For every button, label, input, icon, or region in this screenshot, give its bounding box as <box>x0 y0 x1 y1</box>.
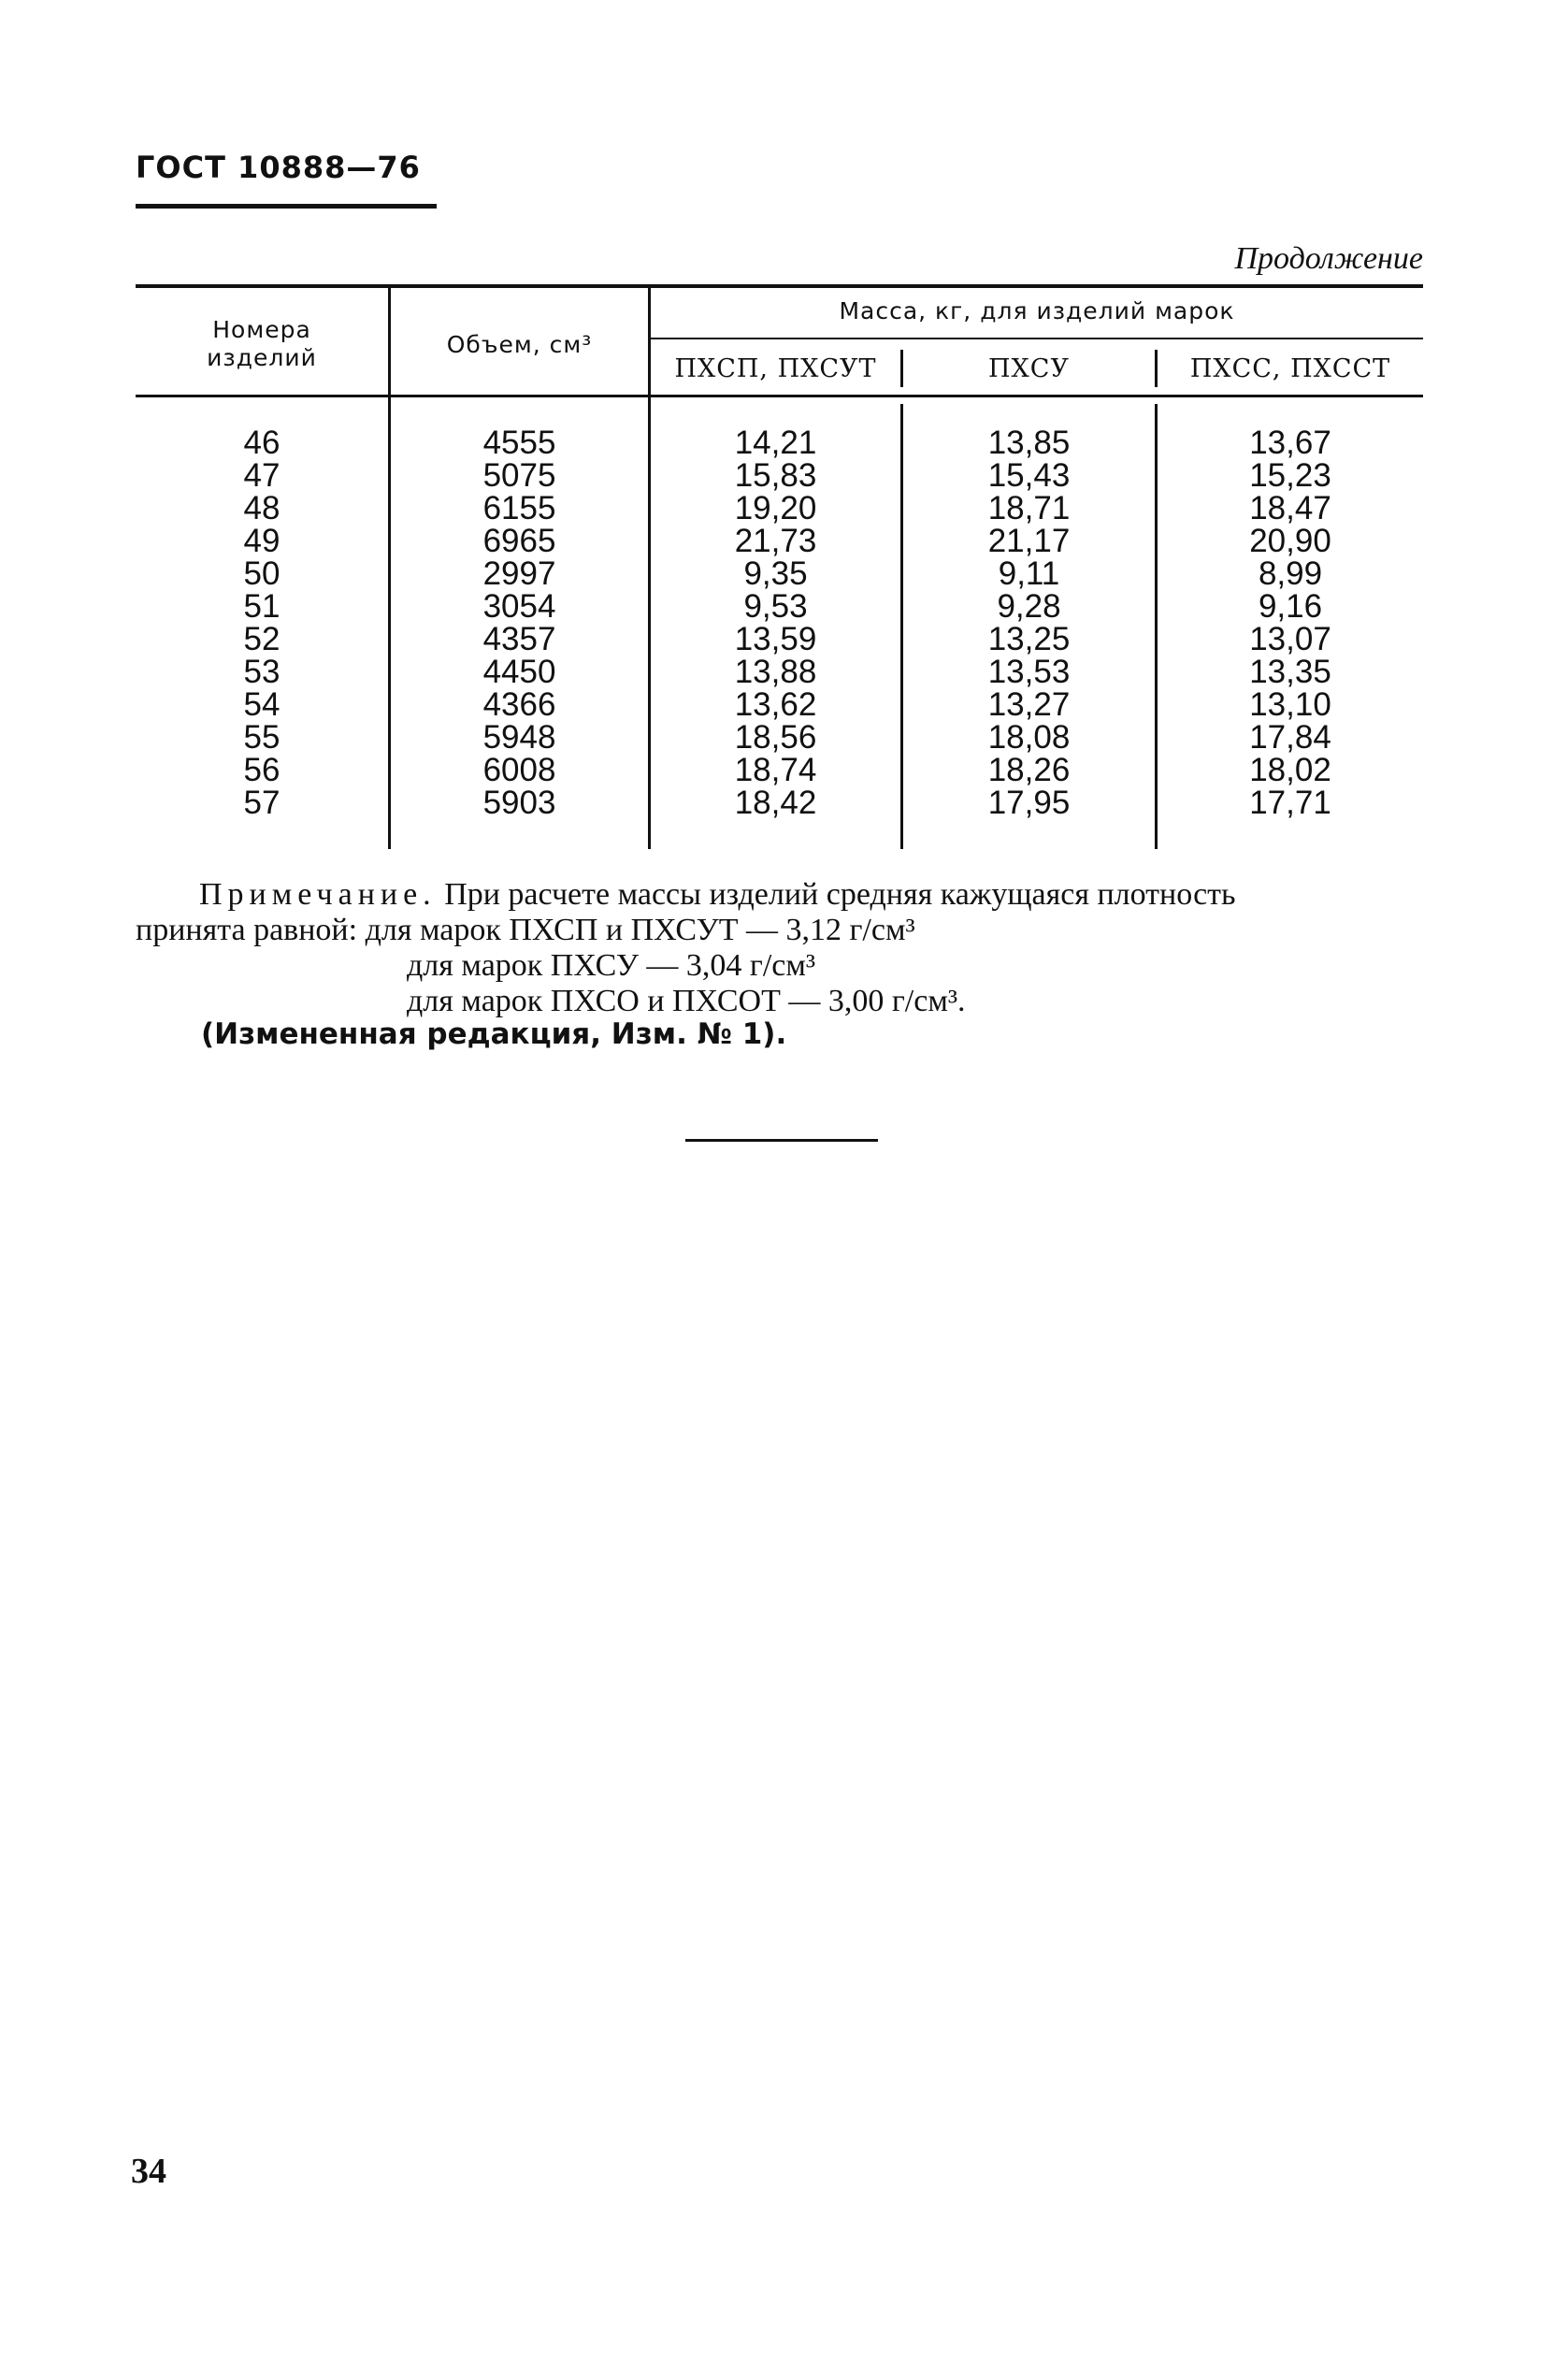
note-line: для марок ПХСО и ПХСОТ — 3,00 г/см³. <box>407 984 966 1018</box>
table-cell: 18,71 <box>987 490 1071 526</box>
amendment-note: (Измененная редакция, Изм. № 1). <box>201 1017 787 1051</box>
table-cell: 13,88 <box>734 654 817 690</box>
table-cell: 6155 <box>482 490 556 526</box>
table-cell: 13,25 <box>987 621 1071 657</box>
table-cell: 9,35 <box>743 555 808 592</box>
table-cell: 9,11 <box>998 555 1060 592</box>
header-pxss: ПХСС, ПХССТ <box>1189 354 1391 383</box>
table-cell: 19,20 <box>734 490 817 526</box>
table-cell: 57 <box>243 785 281 821</box>
section-end-rule <box>685 1139 878 1142</box>
table-cell: 15,83 <box>734 457 817 494</box>
table-cell: 48 <box>243 490 281 526</box>
table-cell: 4450 <box>482 654 556 690</box>
table-cell: 13,62 <box>734 686 817 723</box>
table-cell: 54 <box>243 686 281 723</box>
mass-table <box>136 284 1423 855</box>
table-cell: 47 <box>243 457 281 494</box>
header-pxsp: ПХСП, ПХСУТ <box>674 354 877 383</box>
table-cell: 4357 <box>482 621 556 657</box>
table-cell: 13,10 <box>1249 686 1331 723</box>
table-cell: 9,28 <box>997 588 1061 625</box>
table-cell: 52 <box>243 621 281 657</box>
table-cell: 46 <box>243 425 281 461</box>
table-cell: 50 <box>243 555 281 592</box>
mass-group-rule <box>648 338 1423 339</box>
document-code: ГОСТ 10888—76 <box>136 150 421 185</box>
header-number-line: Номера <box>212 316 311 343</box>
table-cell: 13,59 <box>734 621 817 657</box>
table-cell: 18,42 <box>734 785 817 821</box>
table-cell: 20,90 <box>1249 523 1331 559</box>
mass-pxsu-column <box>903 426 1155 819</box>
table-cell: 14,21 <box>734 425 817 461</box>
table-cell: 49 <box>243 523 281 559</box>
note-line <box>199 877 1236 913</box>
table-cell: 5903 <box>482 785 556 821</box>
mass-pxsp-column <box>651 426 900 819</box>
table-cell: 17,95 <box>987 785 1071 821</box>
note-label: Примечание. <box>199 877 437 912</box>
table-cell: 9,53 <box>743 588 808 625</box>
table-cell: 17,84 <box>1249 719 1331 756</box>
table-cell: 18,56 <box>734 719 817 756</box>
table-cell: 5948 <box>482 719 556 756</box>
table-cell: 6965 <box>482 523 556 559</box>
table-top-rule <box>136 284 1423 288</box>
header-mass: Масса, кг, для изделий марок <box>839 297 1235 324</box>
table-cell: 13,53 <box>987 654 1071 690</box>
header-number <box>136 316 388 372</box>
table-cell: 18,47 <box>1249 490 1331 526</box>
table-cell: 2997 <box>482 555 556 592</box>
table-cell: 4555 <box>482 425 556 461</box>
table-cell: 9,16 <box>1258 588 1323 625</box>
volume-column <box>391 426 648 819</box>
numbers-column <box>136 426 388 819</box>
table-cell: 56 <box>243 752 281 788</box>
table-cell: 18,02 <box>1249 752 1331 788</box>
table-cell: 13,35 <box>1249 654 1331 690</box>
table-cell: 13,07 <box>1249 621 1331 657</box>
table-cell: 18,74 <box>734 752 817 788</box>
table-cell: 53 <box>243 654 281 690</box>
table-cell: 3054 <box>482 588 556 625</box>
table-cell: 51 <box>243 588 281 625</box>
note-text: При расчете массы изделий средняя кажущаяся плотность <box>444 877 1236 912</box>
table-cell: 13,67 <box>1249 425 1331 461</box>
table-cell: 17,71 <box>1249 785 1331 821</box>
table-cell: 21,17 <box>987 523 1071 559</box>
header-number-line: изделий <box>207 344 317 371</box>
table-cell: 18,08 <box>987 719 1071 756</box>
note-line: для марок ПХСУ — 3,04 г/см³ <box>407 948 816 983</box>
page-number: 34 <box>131 2152 166 2191</box>
header-underline <box>136 204 437 209</box>
table-cell: 21,73 <box>734 523 817 559</box>
table-cell: 55 <box>243 719 281 756</box>
table-cell: 4366 <box>482 686 556 723</box>
table-cell: 13,27 <box>987 686 1071 723</box>
mass-pxss-column <box>1158 426 1423 819</box>
table-cell: 6008 <box>482 752 556 788</box>
table-cell: 15,23 <box>1249 457 1331 494</box>
table-cell: 13,85 <box>987 425 1071 461</box>
continuation-label: Продолжение <box>1234 241 1423 276</box>
table-cell: 15,43 <box>987 457 1071 494</box>
table-cell: 8,99 <box>1258 555 1323 592</box>
table-cell: 18,26 <box>987 752 1071 788</box>
table-cell: 5075 <box>482 457 556 494</box>
header-volume: Объем, см³ <box>446 331 593 358</box>
note-line: принята равной: для марок ПХСП и ПХСУТ — 3,12 г/см³ <box>136 913 915 947</box>
header-pxsu: ПХСУ <box>988 354 1070 383</box>
table-header-rule <box>136 395 1423 397</box>
